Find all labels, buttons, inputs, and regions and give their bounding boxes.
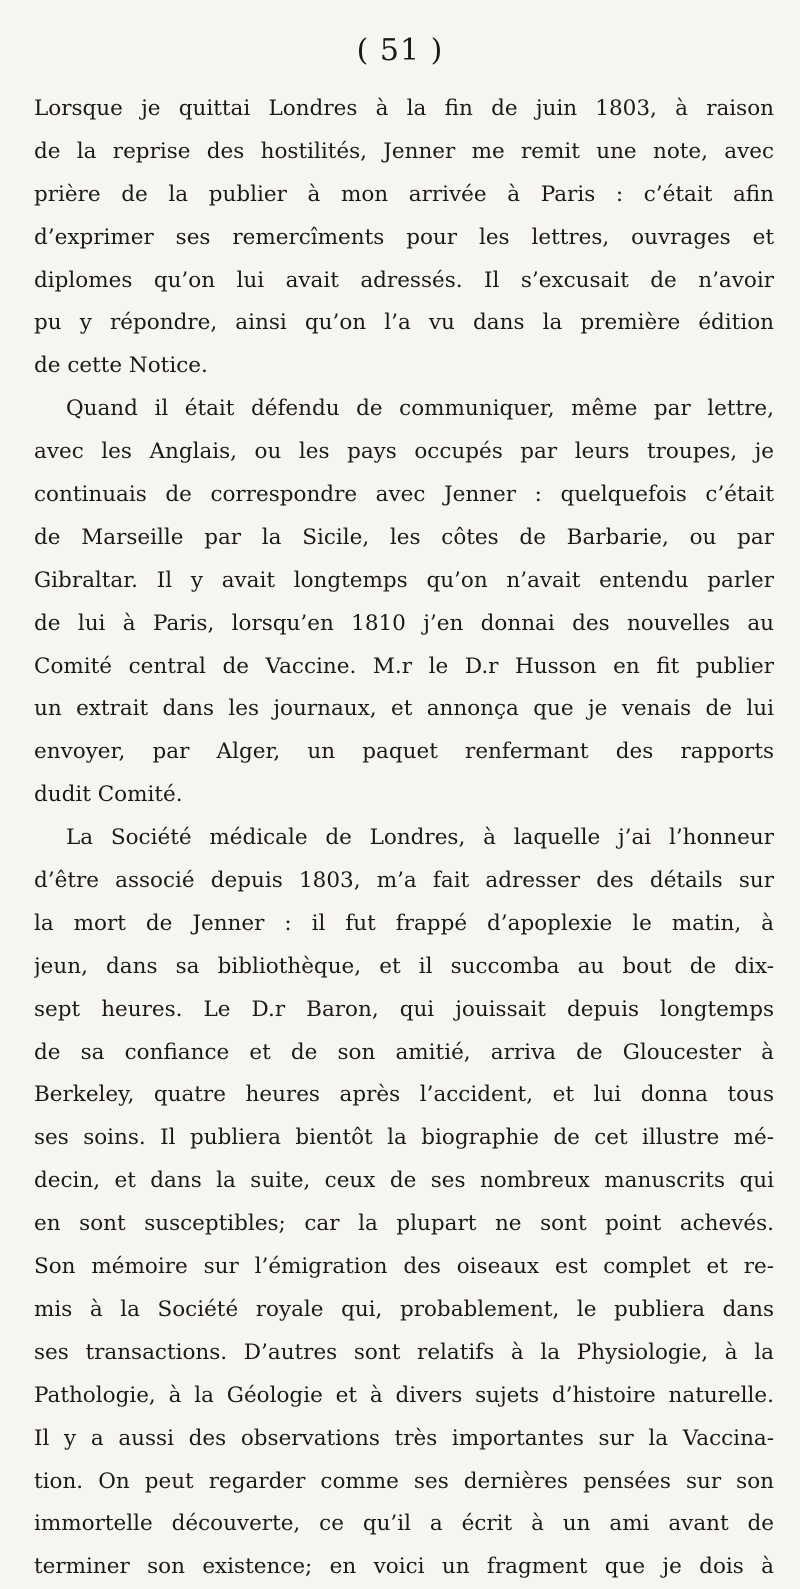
text-line: tion. On peut regarder comme ses dernières pensées sur son [34,1468,774,1494]
text-line: mis à la Société royale qui, probablement, le publiera dans [34,1296,774,1322]
text-line: terminer son existence; en voici un fragment que je dois à [34,1554,774,1580]
text-line: continuais de correspondre avec Jenner : quelquefois c’était [34,482,774,508]
text-line: Son mémoire sur l’émigration des oiseaux est complet et re- [34,1254,774,1280]
text-line: diplomes qu’on lui avait adressés. Il s’excusait de n’avoir [34,267,774,293]
text-line: avec les Anglais, ou les pays occupés par leurs troupes, je [34,439,774,465]
text-line: Berkeley, quatre heures après l’accident, et lui donna tous [34,1082,774,1108]
page-number: ( 51 ) [356,33,444,68]
text-line: sept heures. Le D.r Baron, qui jouissait depuis longtemps [34,996,774,1022]
text-line: ses transactions. D’autres sont relatifs à la Physiologie, à la [34,1339,774,1365]
text-line: de sa confiance et de son amitié, arriva de Gloucester à [34,1039,774,1065]
text-line: dudit Comité. [34,782,183,808]
text-line: de la reprise des hostilités, Jenner me remit une note, avec [34,138,774,164]
text-line: Quand il était défendu de communiquer, même par lettre, [66,396,774,422]
text-line: decin, et dans la suite, ceux de ses nombreux manuscrits qui [34,1168,774,1194]
text-line: de cette Notice. [34,353,208,379]
text-line: Il y a aussi des observations très importantes sur la Vaccina- [34,1425,774,1451]
text-line: en sont susceptibles; car la plupart ne sont point achevés. [34,1211,774,1237]
text-line: pu y répondre, ainsi qu’on l’a vu dans la première édition [34,310,774,336]
text-line: Pathologie, à la Géologie et à divers sujets d’histoire naturelle. [34,1382,774,1408]
text-line: envoyer, par Alger, un paquet renfermant des rapports [34,739,774,765]
text-line: la mort de Jenner : il fut frappé d’apoplexie le matin, à [34,910,774,936]
text-line: de Marseille par la Sicile, les côtes de Barbarie, ou par [34,524,774,550]
text-line: La Société médicale de Londres, à laquelle j’ai l’honneur [66,825,774,851]
text-line: un extrait dans les journaux, et annonça que je venais de lui [34,696,774,722]
body-text [34,88,774,1589]
text-line: d’être associé depuis 1803, m’a fait adresser des détails sur [34,868,774,894]
text-line: Lorsque je quittai Londres à la fin de juin 1803, à raison [34,96,774,121]
text-line: d’exprimer ses remercîments pour les lettres, ouvrages et [34,224,774,250]
text-line: Comité central de Vaccine. M.r le D.r Husson en fit publier [34,653,774,679]
text-line: Gibraltar. Il y avait longtemps qu’on n’avait entendu parler [34,567,774,593]
text-line: ses soins. Il publiera bientôt la biographie de cet illustre mé- [34,1125,774,1151]
text-line: de lui à Paris, lorsqu’en 1810 j’en donnai des nouvelles au [34,610,774,636]
text-line: jeun, dans sa bibliothèque, et il succomba au bout de dix- [34,953,774,979]
text-line: immortelle découverte, ce qu’il a écrit à un ami avant de [34,1511,774,1537]
text-line: prière de la publier à mon arrivée à Paris : c’était afin [34,181,774,207]
